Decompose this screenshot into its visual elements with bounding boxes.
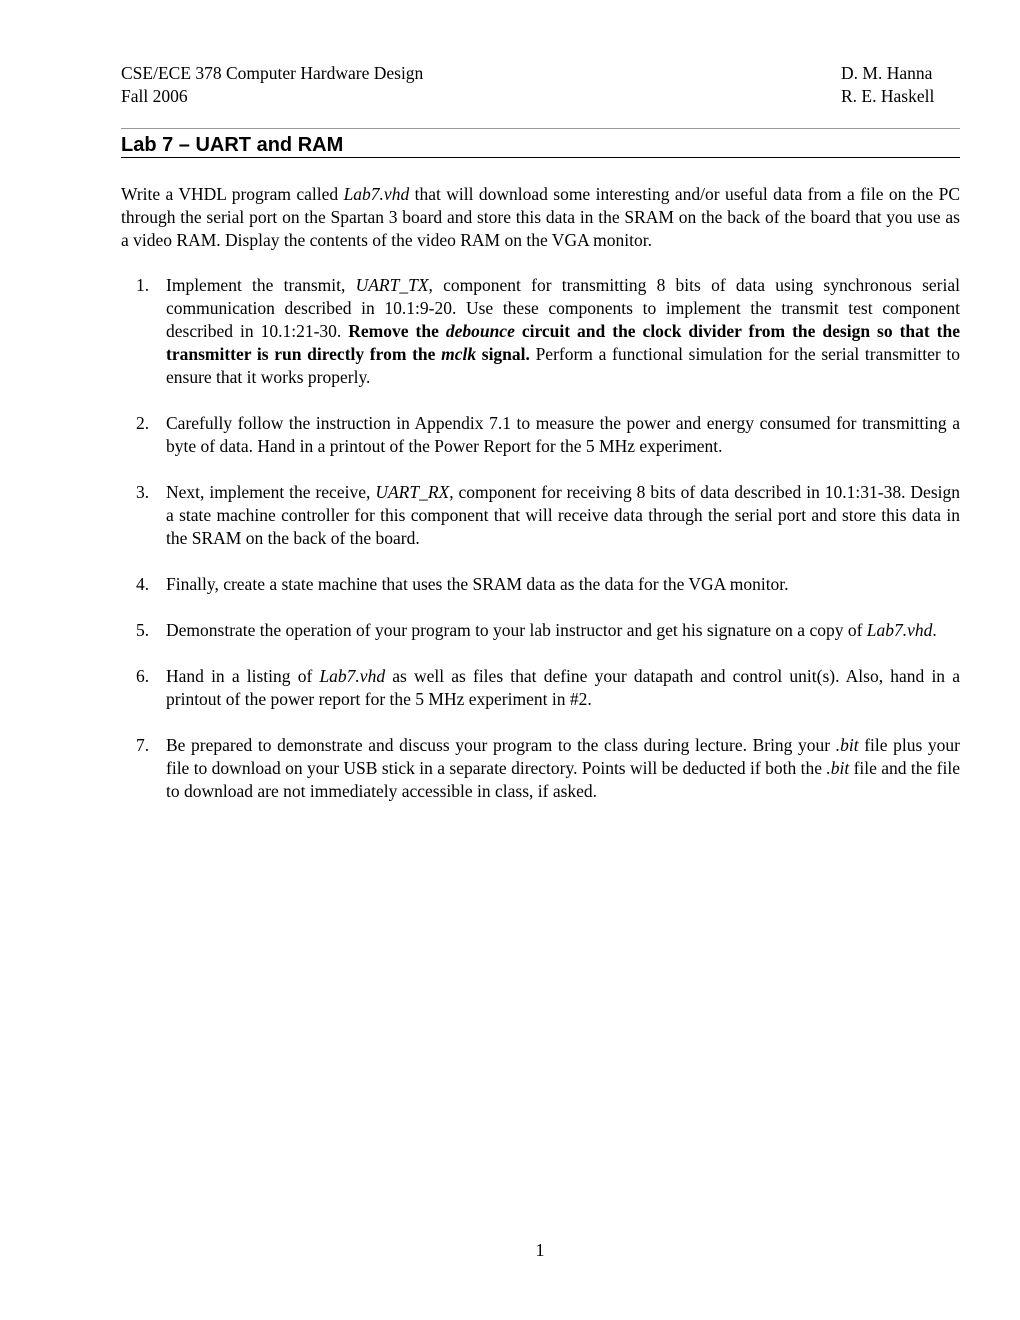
item-text: file and the file to download are not immediately accessible in class, if asked. [166, 758, 960, 801]
title-underline [121, 157, 960, 158]
list-item [121, 619, 960, 642]
item-text: Implement the transmit, [166, 275, 356, 295]
item-text: , component for receiving 8 bits of data described in 10.1:31-38. Design a state machine controller for this component that will receive data through the serial port and store this data in the SRAM on the back of the board. [166, 482, 960, 548]
list-item [121, 573, 960, 596]
item-text: file plus your file to download on your USB stick in a separate directory. Points will be deducted if both the [166, 735, 960, 778]
item-text: Next, implement the receive, [166, 482, 376, 502]
instruction-list [121, 274, 960, 826]
bit-extension: .bit [835, 735, 859, 755]
page-number: 1 [535, 1240, 545, 1260]
item-number: 4. [136, 574, 150, 594]
item-text: . [932, 620, 937, 640]
intro-text-a: Write a VHDL program called [121, 184, 344, 204]
item-number: 2. [136, 413, 150, 433]
term: Fall 2006 [121, 86, 188, 106]
item-text: , component for transmitting 8 bits of data using synchronous serial communication described in 10.1:9-20. Use these components to implement the transmit test component described in 10.1:21-30. [166, 275, 960, 341]
intro-filename: Lab7.vhd [343, 184, 410, 204]
header-divider [121, 128, 960, 129]
course-title: CSE/ECE 378 Computer Hardware Design [121, 63, 424, 83]
item-number: 6. [136, 666, 150, 686]
bold-text: Remove the [348, 321, 446, 341]
list-item [121, 665, 960, 711]
bit-extension: .bit [826, 758, 850, 778]
bold-text: signal. [476, 344, 530, 364]
item-text: Demonstrate the operation of your program to your lab instructor and get his signature on a copy of [166, 620, 867, 640]
list-item [121, 412, 960, 458]
filename: Lab7.vhd [319, 666, 386, 686]
item-text: Be prepared to demonstrate and discuss your program to the class during lecture. Bring your [166, 735, 836, 755]
intro-paragraph [121, 183, 960, 252]
item-text: Hand in a listing of [166, 666, 320, 686]
author-2: R. E. Haskell [841, 86, 935, 106]
item-text: Perform a functional simulation for the serial transmitter to ensure that it works properly. [166, 344, 960, 387]
intro-text-b: that will download some interesting and/or useful data from a file on the PC through the serial port on the Spartan 3 board and store this data in the SRAM on the back of the board that you use as a video RAM. Display the contents of the video RAM on the VGA monitor. [121, 184, 960, 250]
item-text: as well as files that define your datapath and control unit(s). Also, hand in a printout of the power report for the 5 MHz experiment in #2. [166, 666, 960, 709]
list-item [121, 274, 960, 389]
author-1: D. M. Hanna [841, 63, 933, 83]
list-item [121, 481, 960, 550]
item-text: Carefully follow the instruction in Appendix 7.1 to measure the power and energy consumed for transmitting a byte of data. Hand in a printout of the Power Report for the 5 MHz experiment. [166, 413, 960, 456]
bold-text: circuit and the clock divider from the design so that the transmitter is run directly from the [166, 321, 961, 364]
item-number: 1. [136, 275, 150, 295]
list-item [121, 734, 960, 803]
filename: Lab7.vhd [866, 620, 933, 640]
uart-tx-term: UART_TX [355, 275, 429, 295]
page-title: Lab 7 – UART and RAM [121, 134, 344, 156]
item-text: Finally, create a state machine that uses the SRAM data as the data for the VGA monitor. [166, 574, 789, 594]
uart-rx-term: UART_RX [375, 482, 450, 502]
debounce-term: debounce [445, 321, 515, 341]
item-number: 7. [136, 735, 150, 755]
item-number: 3. [136, 482, 150, 502]
item-number: 5. [136, 620, 150, 640]
mclk-term: mclk [441, 344, 477, 364]
